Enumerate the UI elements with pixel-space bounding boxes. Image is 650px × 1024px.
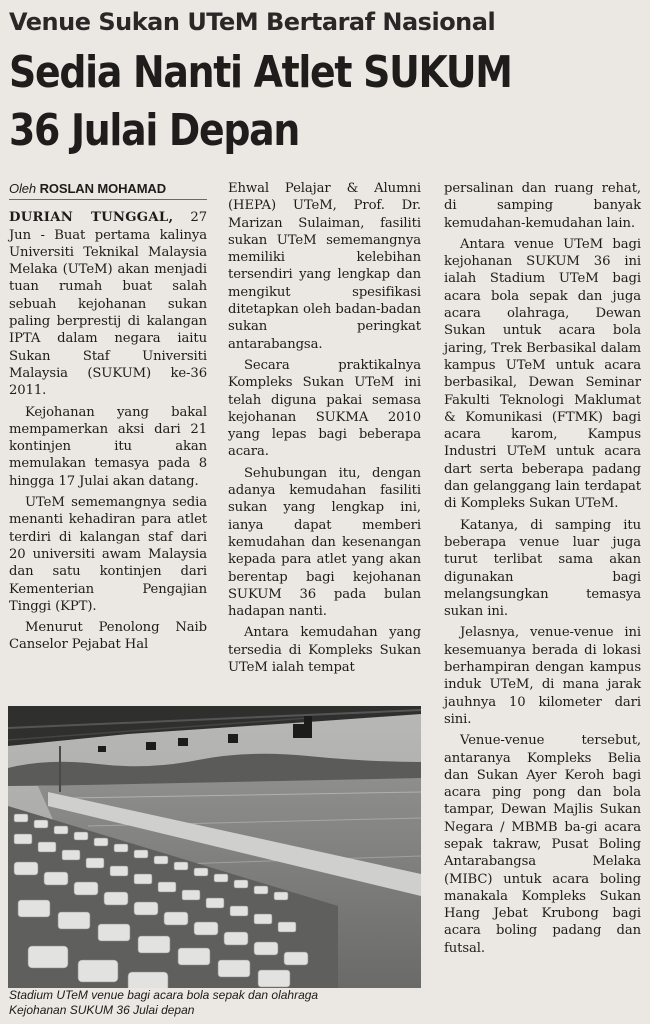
paragraph: Jelasnya, venue-venue ini kesemuanya berada di lokasi berhampiran dengan kampus induk UTeM, di mana jarak jauhnya 10 kilometer dari sini. [444, 625, 641, 727]
article-headline [9, 44, 553, 160]
paragraph: Menurut Penolong Naib Canselor Pejabat Hal [9, 620, 207, 653]
paragraph: UTeM sememangnya sedia menanti kehadiran para atlet terdiri di kalangan staf dari 20 universiti awam Malaysia dan satu kontinjen dari Kementerian Pengajian Tinggi (KPT). [9, 495, 207, 614]
headline-line-2: 36 Julai Depan [9, 105, 300, 156]
headline-line-1: Sedia Nanti Atlet SUKUM [9, 47, 512, 98]
paragraph: persalinan dan ruang rehat, di samping banyak kemudahan-kemudahan lain. [444, 181, 641, 231]
paragraph: Ehwal Pelajar & Alumni (HEPA) UTeM, Prof. Dr. Marizan Sulaiman, fasiliti sukan UTeM sememangnya memiliki kelebihan tersendiri yang lengkap dan mengikut spesifikasi ditetapkan oleh badan-badan sukan peringkat antarabangsa. [228, 181, 421, 352]
dateline: DURIAN TUNGGAL, [9, 210, 174, 226]
paragraph: Katanya, di samping itu beberapa venue luar juga turut terlibat sama akan digunakan bagi melangsungkan temasya sukan ini. [444, 517, 641, 620]
caption-line-2: Kejohanan SUKUM 36 Julai depan [9, 1003, 195, 1017]
paragraph: Antara kemudahan yang tersedia di Kompleks Sukan UTeM ialah tempat [228, 625, 421, 676]
paragraph [9, 209, 207, 399]
paragraph: Secara praktikalnya Kompleks Sukan UTeM ini telah diguna pakai semasa kejohanan SUKMA 2010 yang lepas bagi beberapa acara. [228, 357, 421, 460]
paragraph-text: 27 Jun - Buat pertama kalinya Universiti Teknikal Malaysia Melaka (UTeM) akan menjadi tuan rumah buat salah sebuah kejohanan sukan paling berprestij di kalangan IPTA dalam negara iaitu Sukan Staf Universiti Malaysia (SUKUM) ke-36 2011. [9, 210, 207, 399]
photo-caption [9, 988, 429, 1018]
article-column-1 [9, 180, 207, 658]
article-kicker: Venue Sukan UTeM Bertaraf Nasional [9, 8, 496, 36]
paragraph: Kejohanan yang bakal mempamerkan aksi dari 21 kontinjen itu akan memulakan temasya pada 8 hingga 17 Julai akan datang. [9, 404, 207, 489]
article-column-3 [444, 180, 641, 961]
byline [9, 180, 207, 200]
byline-prefix: Oleh [9, 181, 37, 196]
paragraph: Sehubungan itu, dengan adanya kemudahan fasiliti sukan yang lengkap ini, ianya dapat memberi kemudahan dan kesenangan kepada para atlet yang akan berentap bagi kejohanan SUKUM 36 pada bulan hadapan nanti. [228, 465, 421, 620]
article-column-2 [228, 180, 421, 680]
caption-line-1: Stadium UTeM venue bagi acara bola sepak dan olahraga [9, 988, 319, 1002]
paragraph: Antara venue UTeM bagi kejohanan SUKUM 36 ini ialah Stadium UTeM bagi acara bola sepak dan juga acara olahraga, Dewan Sukan untuk acara bola jaring, Trek Berbasikal dalam kampus UTeM untuk acara berbasikal, Dewan Seminar Fakulti Teknologi Maklumat & Komunikasi (FTMK) bagi acara karom, Kampus Industri UTeM untuk acara dart serta beberapa padang dan gelanggang lain terdapat di Kompleks Sukan UTeM. [444, 236, 641, 512]
paragraph: Venue-venue tersebut, antaranya Kompleks Belia dan Sukan Ayer Keroh bagi acara ping pong dan bola tampar, Dewan Majlis Sukan Negara / MBMB ba-gi acara sepak takraw, Pusat Boling Antarabangsa Melaka (MIBC) untuk acara boling manakala Kompleks Sukan Hang Jebat Krubong bagi acara boling padang dan futsal. [444, 733, 641, 956]
byline-author: ROSLAN MOHAMAD [39, 181, 167, 196]
stadium-image [8, 706, 421, 988]
stadium-photo [8, 706, 421, 988]
